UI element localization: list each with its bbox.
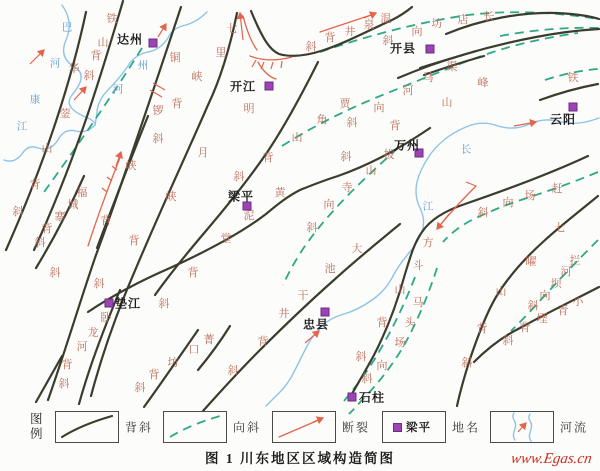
structure-label: 泉 xyxy=(363,19,375,31)
structure-label: 斜 xyxy=(158,298,170,310)
structure-label: 坝 xyxy=(550,278,562,290)
fault-arrow-icon xyxy=(116,152,121,166)
structure-label: 斜 xyxy=(34,237,46,249)
structure-label: 背 xyxy=(90,50,102,62)
structure-label: 堙 xyxy=(536,313,548,325)
structure-label: 背 xyxy=(389,120,401,132)
structure-label: 山 xyxy=(495,286,507,298)
structure-label: 背 xyxy=(376,317,388,329)
river-path xyxy=(95,12,207,125)
fault-arrow-icon xyxy=(30,50,44,64)
fault-tick xyxy=(271,62,273,69)
place-marker xyxy=(265,82,274,91)
anticline-path xyxy=(198,326,230,370)
structure-label: 背 xyxy=(61,359,73,371)
river-label: 康 xyxy=(29,94,41,106)
structure-label: 河 xyxy=(402,85,414,97)
fault-tick xyxy=(466,182,476,186)
place-name: 石柱 xyxy=(358,390,386,405)
river-path xyxy=(266,118,599,406)
anticline-path xyxy=(457,196,598,406)
structure-label: 山 xyxy=(441,97,453,109)
structure-label: 马 xyxy=(422,72,434,84)
structure-label: 斜 xyxy=(355,351,367,363)
structure-label: 角 xyxy=(316,114,328,126)
structure-label: 卧 xyxy=(100,312,112,324)
fault-tick xyxy=(281,61,282,68)
anticline-path xyxy=(144,330,198,407)
structure-label: 背 xyxy=(100,215,112,227)
fault-arrow-icon xyxy=(240,13,243,40)
structure-label: 斜 xyxy=(227,365,239,377)
structure-label: 贾 xyxy=(339,98,351,110)
structure-label: 泥 xyxy=(243,210,255,222)
structure-label: 斜 xyxy=(340,151,352,163)
legend-sample-anticline xyxy=(55,411,119,443)
place-marker xyxy=(426,45,435,54)
structure-label: 斜 xyxy=(305,41,317,53)
syncline-path xyxy=(283,148,398,285)
structure-label: 龙 xyxy=(87,327,99,339)
structure-label: 黄 xyxy=(274,187,286,199)
structure-label: 寨 xyxy=(54,211,66,223)
structure-label: 背 xyxy=(324,32,336,44)
fault-path xyxy=(250,56,292,60)
structure-label: 背 xyxy=(41,223,53,235)
structure-label: 峰 xyxy=(477,77,489,89)
structure-label: 斜 xyxy=(382,35,394,47)
structure-label: 斜 xyxy=(502,335,514,347)
structure-label: 斜 xyxy=(134,382,146,394)
legend-label-syncline: 向斜 xyxy=(233,420,262,435)
anticline-path xyxy=(152,62,318,295)
legend-sample-fault xyxy=(272,411,336,443)
river-label: 河 xyxy=(49,58,61,70)
structure-label: 山 xyxy=(41,143,53,155)
place-name: 忠县 xyxy=(302,317,330,332)
structure-label: 背 xyxy=(257,336,269,348)
structure-label: 斜 xyxy=(12,206,24,218)
structure-label: 华 xyxy=(68,63,80,75)
structure-label: 七 xyxy=(554,222,566,234)
structure-label: 铁 xyxy=(567,72,579,84)
structure-label: 背 xyxy=(187,267,199,279)
anticline-path xyxy=(474,287,599,362)
fault-path xyxy=(258,62,276,79)
structure-label: 背 xyxy=(519,322,531,334)
structure-label: 马 xyxy=(412,297,424,309)
structure-label: 峡 xyxy=(165,191,177,203)
structure-label: 斗 xyxy=(412,260,424,272)
fault-arrow-icon xyxy=(364,13,376,18)
place-marker xyxy=(149,39,158,48)
legend-place-sample-text: 梁平 xyxy=(406,422,431,434)
structure-label: 斜 xyxy=(361,373,373,385)
structure-label: 斜 xyxy=(346,117,358,129)
structure-label: 斜 xyxy=(306,222,318,234)
legend-label-fault: 断裂 xyxy=(342,420,371,435)
structure-label: 河 xyxy=(76,341,88,353)
river-label: 州 xyxy=(137,60,149,72)
structure-label: 向 xyxy=(502,197,514,209)
structure-label: 斜 xyxy=(83,70,95,82)
structure-label: 背 xyxy=(148,369,160,381)
structure-label: 蓥 xyxy=(59,108,71,120)
structure-label: 场 xyxy=(524,190,536,202)
legend-sample-river xyxy=(490,411,554,443)
fault-tick xyxy=(252,60,256,67)
structure-label: 背 xyxy=(128,235,140,247)
anticline-path xyxy=(97,116,148,248)
anticline-path xyxy=(251,7,412,56)
structure-label: 斜 xyxy=(233,171,245,183)
syncline-path xyxy=(511,240,598,331)
syncline-path xyxy=(349,268,437,414)
place-name: 垫江 xyxy=(114,296,142,311)
structure-label: 向 xyxy=(539,290,551,302)
structure-label: 干 xyxy=(297,290,309,302)
place-marker xyxy=(105,299,114,308)
structure-label: 菁 xyxy=(203,334,215,346)
structure-label: 井 xyxy=(278,308,290,320)
river-label: 江 xyxy=(422,201,434,213)
place-marker xyxy=(569,103,578,112)
structure-label: 斜 xyxy=(152,133,164,145)
structure-label: 斜 xyxy=(93,278,105,290)
structure-label: 七 xyxy=(226,23,238,35)
river-lines xyxy=(4,5,599,406)
legend-label-river: 河流 xyxy=(560,420,589,435)
place-name: 达州 xyxy=(116,32,144,47)
structure-label: 坊 xyxy=(167,357,179,369)
structure-label: 赶 xyxy=(551,183,563,195)
anticline-path xyxy=(398,29,599,78)
syncline-path xyxy=(344,277,415,401)
place-marker xyxy=(393,423,402,432)
watermark: www.Egas.cn xyxy=(510,451,594,467)
structure-label: 山 xyxy=(394,284,406,296)
structure-label: 斜 xyxy=(527,300,539,312)
structure-label: 斜 xyxy=(461,357,473,369)
structure-label: 背 xyxy=(476,323,488,335)
structure-label: 锣 xyxy=(152,105,164,117)
structure-label: 铁 xyxy=(106,13,118,25)
structure-label: 铜 xyxy=(169,52,181,64)
structure-label: 方 xyxy=(422,237,434,249)
legend-sample-syncline xyxy=(163,411,227,443)
legend-label-place: 地名 xyxy=(452,420,481,435)
fault-arrow-icon xyxy=(305,331,319,343)
structure-label: 背 xyxy=(171,98,183,110)
structure-label: 青 xyxy=(557,305,569,317)
structure-label: 拔 xyxy=(383,149,395,161)
river-label: 河 xyxy=(112,84,124,96)
structure-label: 曜 xyxy=(525,256,537,268)
place-marker xyxy=(321,308,330,317)
legend-sample-place xyxy=(382,411,446,443)
place-name: 云阳 xyxy=(549,112,577,127)
anticline-path xyxy=(76,290,120,404)
structure-label: 口 xyxy=(188,344,200,356)
structure-label: 池 xyxy=(324,263,336,275)
structure-label: 里 xyxy=(215,47,227,59)
structure-label: 温 xyxy=(380,13,392,25)
structure-label: 明 xyxy=(243,103,255,115)
anticline-lines xyxy=(6,1,599,411)
structure-label: 峡 xyxy=(191,71,203,83)
structure-label: 背 xyxy=(262,152,274,164)
structure-label: 背 xyxy=(29,179,41,191)
anticline-path xyxy=(540,84,598,100)
structure-label: 向 xyxy=(373,102,385,114)
structure-label: 山 xyxy=(291,132,303,144)
structure-label: 河 xyxy=(560,266,572,278)
structure-label: 大 xyxy=(351,243,363,255)
place-marker xyxy=(348,393,357,402)
structure-label: 堂 xyxy=(220,233,232,245)
place-name: 开江 xyxy=(229,79,257,94)
structure-label: 井 xyxy=(344,26,356,38)
structure-label: 山 xyxy=(97,37,109,49)
structure-label: 渠 xyxy=(446,61,458,73)
structure-label: 福 xyxy=(76,187,88,199)
structure-label: 坊 xyxy=(431,18,443,30)
structure-label: 山 xyxy=(365,165,377,177)
place-name: 万州 xyxy=(393,138,421,153)
structure-label: 向 xyxy=(376,360,388,372)
figure-caption: 图 1 川东地区区域构造简图 xyxy=(205,451,395,466)
structure-label: 头 xyxy=(404,317,416,329)
fault-arrow-icon xyxy=(158,24,166,37)
structure-label: 寺 xyxy=(341,182,353,194)
structure-label: 城 xyxy=(67,199,79,211)
structure-label: 小 xyxy=(572,296,584,308)
structure-label: 斜 xyxy=(58,378,70,390)
river-label: 江 xyxy=(16,121,28,133)
river-label: 长 xyxy=(460,144,472,156)
anticline-path xyxy=(88,128,430,312)
fault-tick xyxy=(102,188,107,192)
place-marker xyxy=(243,202,252,211)
syncline-path xyxy=(545,69,598,80)
structure-label: 拦 xyxy=(569,255,581,267)
syncline-lines xyxy=(41,12,599,414)
legend-title: 图例 xyxy=(30,412,43,441)
structure-label: 长 xyxy=(483,11,495,23)
structure-label: 月 xyxy=(197,147,209,159)
structure-label: 向 xyxy=(411,26,423,38)
structure-label: 向 xyxy=(323,199,335,211)
structure-label: 斜 xyxy=(477,207,489,219)
structure-label: 店 xyxy=(457,14,469,26)
place-marker xyxy=(415,149,424,158)
structure-label: 峡 xyxy=(125,160,137,172)
place-name: 开县 xyxy=(389,41,417,56)
structure-label: 场 xyxy=(394,337,406,349)
legend-label-anticline: 背斜 xyxy=(125,420,154,435)
river-label: 巴 xyxy=(61,22,73,34)
structure-label: 斜 xyxy=(49,267,61,279)
place-name: 梁平 xyxy=(227,189,255,204)
